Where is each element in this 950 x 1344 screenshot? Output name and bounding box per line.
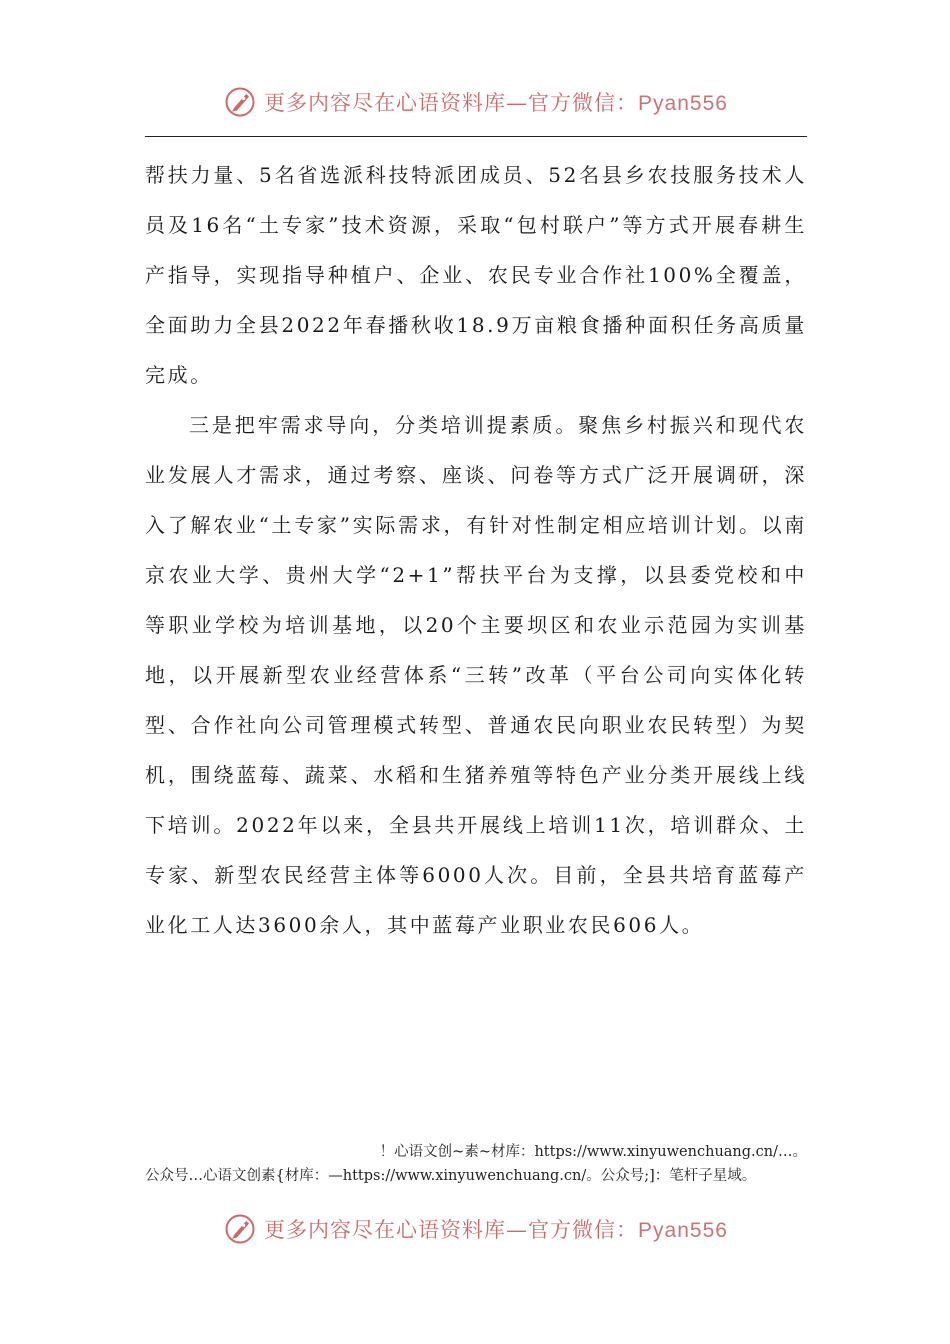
footer-banner bbox=[0, 1205, 950, 1253]
document-body bbox=[145, 150, 807, 950]
pen-nib-circle-icon bbox=[222, 1211, 258, 1247]
header-divider bbox=[145, 136, 807, 137]
paragraph-2: 三是把牢需求导向，分类培训提素质。聚焦乡村振兴和现代农业发展人才需求，通过考察、座谈、问卷等方式广泛开展调研，深入了解农业“土专家”实际需求，有针对性制定相应培训计划。以南京农业大学、贵州大学“2+1”帮扶平台为支撑，以县委党校和中等职业学校为培训基地，以20个主要坝区和农业示范园为实训基地，以开展新型农业经营体系“三转”改革（平台公司向实体化转型、合作社向公司管理模式转型、普通农民向职业农民转型）为契机，围绕蓝莓、蔬菜、水稻和生猪养殖等特色产业分类开展线上线下培训。2022年以来，全县共开展线上培训11次，培训群众、土专家、新型农民经营主体等6000人次。目前，全县共培育蓝莓产业化工人达3600余人，其中蓝莓产业职业农民606人。 bbox=[145, 413, 807, 937]
footer-note-line-2: 公众号…心语文创素{材库：—https://www.xinyuwenchuang.cn/。公众号;]：笔杆子星域。 bbox=[145, 1168, 757, 1184]
wechat-id: Pyan556 bbox=[638, 1219, 728, 1242]
header-banner-text: 更多内容尽在心语资料库—官方微信：Pyan556 bbox=[264, 91, 728, 115]
pen-nib-circle-icon bbox=[222, 84, 258, 120]
header-banner bbox=[0, 78, 950, 126]
footer-banner-text: 更多内容尽在心语资料库—官方微信：Pyan556 bbox=[264, 1218, 728, 1242]
paragraph-1: 帮扶力量、5名省选派科技特派团成员、52名县乡农技服务技术人员及16名“土专家”技术资源，采取“包村联户”等方式开展春耕生产指导，实现指导种植户、企业、农民专业合作社100%全覆盖，全面助力全县2022年春播秋收18.9万亩粮食播种面积任务高质量完成。 bbox=[145, 163, 807, 387]
footer-note-line-1: ！心语文创~素~材库：https://www.xinyuwenchuang.cn/…。 bbox=[379, 1144, 807, 1160]
wechat-id: Pyan556 bbox=[638, 92, 728, 115]
footer-notes bbox=[145, 1140, 807, 1188]
